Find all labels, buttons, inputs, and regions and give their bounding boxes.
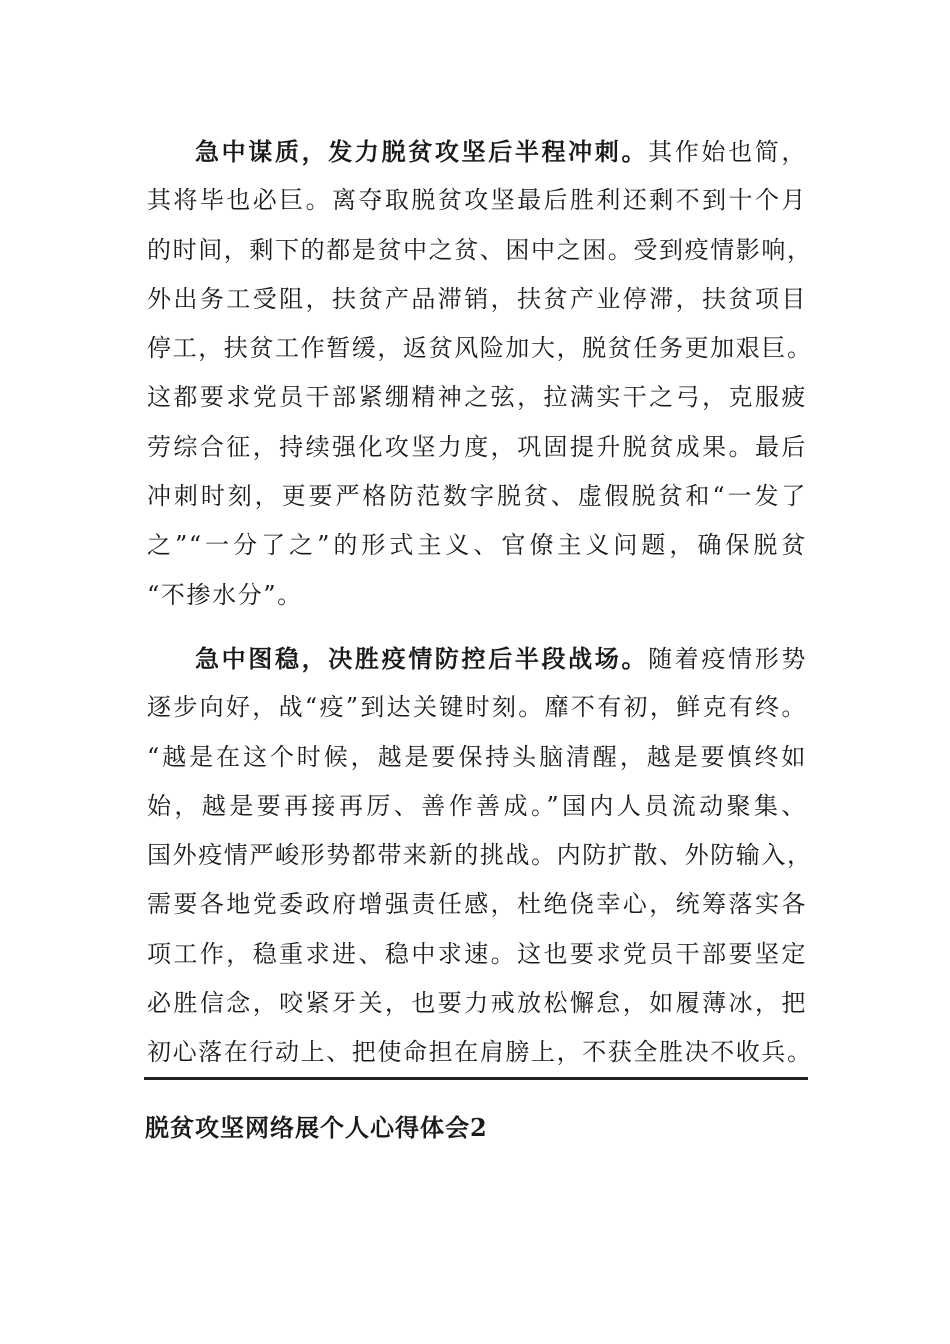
paragraph-2-line: 需要各地党委政府增强责任感，杜绝侥幸心，统筹落实各 <box>147 890 807 919</box>
paragraph-2-line: 项工作，稳重求进、稳中求速。这也要求党员干部要坚定 <box>147 939 807 968</box>
paragraph-1-line: 这都要求党员干部紧绷精神之弦，拉满实干之弓，克服疲 <box>147 383 807 412</box>
paragraph-1 <box>147 127 813 620</box>
paragraph-1-first-line-text: 其作始也简， <box>648 138 807 166</box>
paragraph-1-line: 之”“一分了之”的形式主义、官僚主义问题，确保脱贫 <box>147 531 807 560</box>
paragraph-2-line: 始，越是要再接再厉、善作善成。”国内人员流动聚集、 <box>147 791 807 820</box>
paragraph-1-line: 停工，扶贫工作暂缓，返贫风险加大，脱贫任务更加艰巨。 <box>147 334 813 363</box>
paragraph-2-last-line: 初心落在行动上、把使命担在肩膀上，不获全胜决不收兵。 <box>147 1038 813 1067</box>
paragraph-1-line: 冲刺时刻，更要严格防范数字脱贫、虚假脱贫和“一发了 <box>147 482 807 511</box>
paragraph-2-line: 国外疫情严峻形势都带来新的挑战。内防扩散、外防输入， <box>147 841 813 870</box>
paragraph-1-line: 其将毕也必巨。离夺取脱贫攻坚最后胜利还剩不到十个月 <box>147 186 807 215</box>
paragraph-2-line: “越是在这个时候，越是要保持头脑清醒，越是要慎终如 <box>147 742 807 771</box>
section-divider <box>144 1077 808 1080</box>
paragraph-1-last-line: “不掺水分”。 <box>147 580 303 609</box>
paragraph-2-first-line <box>147 634 807 683</box>
paragraph-1-line: 的时间，剩下的都是贫中之贫、困中之困。受到疫情影响， <box>147 235 813 264</box>
paragraph-2-line: 逐步向好，战“疫”到达关键时刻。靡不有初，鲜克有终。 <box>147 693 807 722</box>
paragraph-1-first-line <box>147 127 807 176</box>
paragraph-2-line: 必胜信念，咬紧牙关，也要力戒放松懈怠，如履薄冰，把 <box>147 989 807 1018</box>
paragraph-2-first-line-text: 随着疫情形势 <box>648 645 807 673</box>
paragraph-2 <box>147 634 813 1078</box>
paragraph-2-heading: 急中图稳，决胜疫情防控后半段战场。 <box>195 644 649 673</box>
paragraph-1-line: 外出务工受阻，扶贫产品滞销，扶贫产业停滞，扶贫项目 <box>147 284 807 313</box>
paragraph-1-line: 劳综合征，持续强化攻坚力度，巩固提升脱贫成果。最后 <box>147 432 807 461</box>
paragraph-1-heading: 急中谋质，发力脱贫攻坚后半程冲刺。 <box>195 137 649 166</box>
section-title: 脱贫攻坚网络展个人心得体会2 <box>145 1113 488 1142</box>
